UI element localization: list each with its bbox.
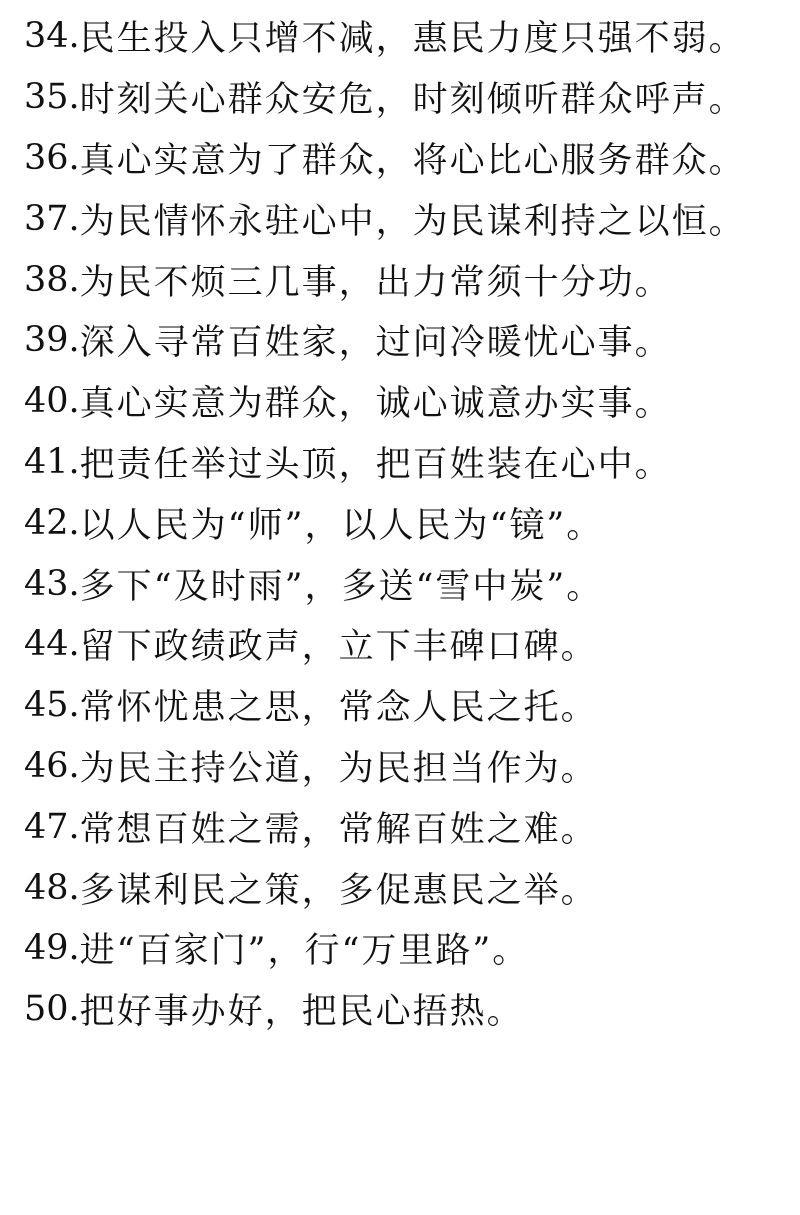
item-text: 常怀忧患之思，常念人民之托。 — [79, 688, 598, 729]
item-number: 47. — [24, 806, 80, 847]
item-number: 45. — [24, 685, 80, 726]
item-number: 41. — [24, 441, 80, 482]
item-number: 39. — [24, 320, 80, 361]
list-item — [24, 432, 746, 493]
item-text: 民生投入只增不减，惠民力度只强不弱。 — [79, 19, 746, 60]
list-item — [24, 675, 746, 736]
item-number: 42. — [24, 502, 80, 543]
item-number: 36. — [24, 137, 80, 178]
list-item — [24, 796, 746, 857]
list-item — [24, 188, 746, 249]
item-number: 40. — [24, 381, 80, 422]
list-item — [24, 67, 746, 128]
list-item — [24, 553, 746, 614]
item-text: 为民情怀永驻心中，为民谋利持之以恒。 — [79, 201, 746, 242]
item-text: 以人民为“师”，以人民为“镜”。 — [79, 505, 604, 546]
item-text: 时刻关心群众安危，时刻倾听群众呼声。 — [79, 80, 746, 121]
item-text: 多下“及时雨”，多送“雪中炭”。 — [79, 566, 604, 607]
item-text: 把好事办好，把民心捂热。 — [79, 992, 524, 1033]
list-item — [24, 371, 746, 432]
item-text: 留下政绩政声，立下丰碑口碑。 — [79, 627, 598, 668]
item-number: 48. — [24, 867, 80, 908]
item-number: 38. — [24, 259, 80, 300]
item-number: 50. — [24, 989, 80, 1030]
item-number: 44. — [24, 624, 80, 665]
item-number: 49. — [24, 928, 80, 969]
item-text: 进“百家门”，行“万里路”。 — [79, 931, 530, 972]
item-number: 34. — [24, 16, 80, 57]
item-text: 真心实意为群众，诚心诚意办实事。 — [79, 384, 672, 425]
item-text: 常想百姓之需，常解百姓之难。 — [79, 809, 598, 850]
list-item — [24, 614, 746, 675]
item-number: 43. — [24, 563, 80, 604]
item-number: 46. — [24, 745, 80, 786]
item-text: 把责任举过头顶，把百姓装在心中。 — [79, 444, 672, 485]
slogan-list — [24, 6, 746, 1040]
list-item — [24, 979, 746, 1040]
list-item — [24, 736, 746, 797]
item-text: 深入寻常百姓家，过问冷暖忧心事。 — [79, 323, 672, 364]
item-text: 为民主持公道，为民担当作为。 — [79, 748, 598, 789]
list-item — [24, 310, 746, 371]
list-item — [24, 492, 746, 553]
list-item — [24, 857, 746, 918]
item-text: 多谋利民之策，多促惠民之举。 — [79, 870, 598, 911]
item-text: 真心实意为了群众，将心比心服务群众。 — [79, 140, 746, 181]
item-text: 为民不烦三几事，出力常须十分功。 — [79, 262, 672, 303]
item-number: 35. — [24, 77, 80, 118]
item-number: 37. — [24, 198, 80, 239]
list-item — [24, 249, 746, 310]
list-item — [24, 128, 746, 189]
list-item — [24, 918, 746, 979]
list-item — [24, 6, 746, 67]
